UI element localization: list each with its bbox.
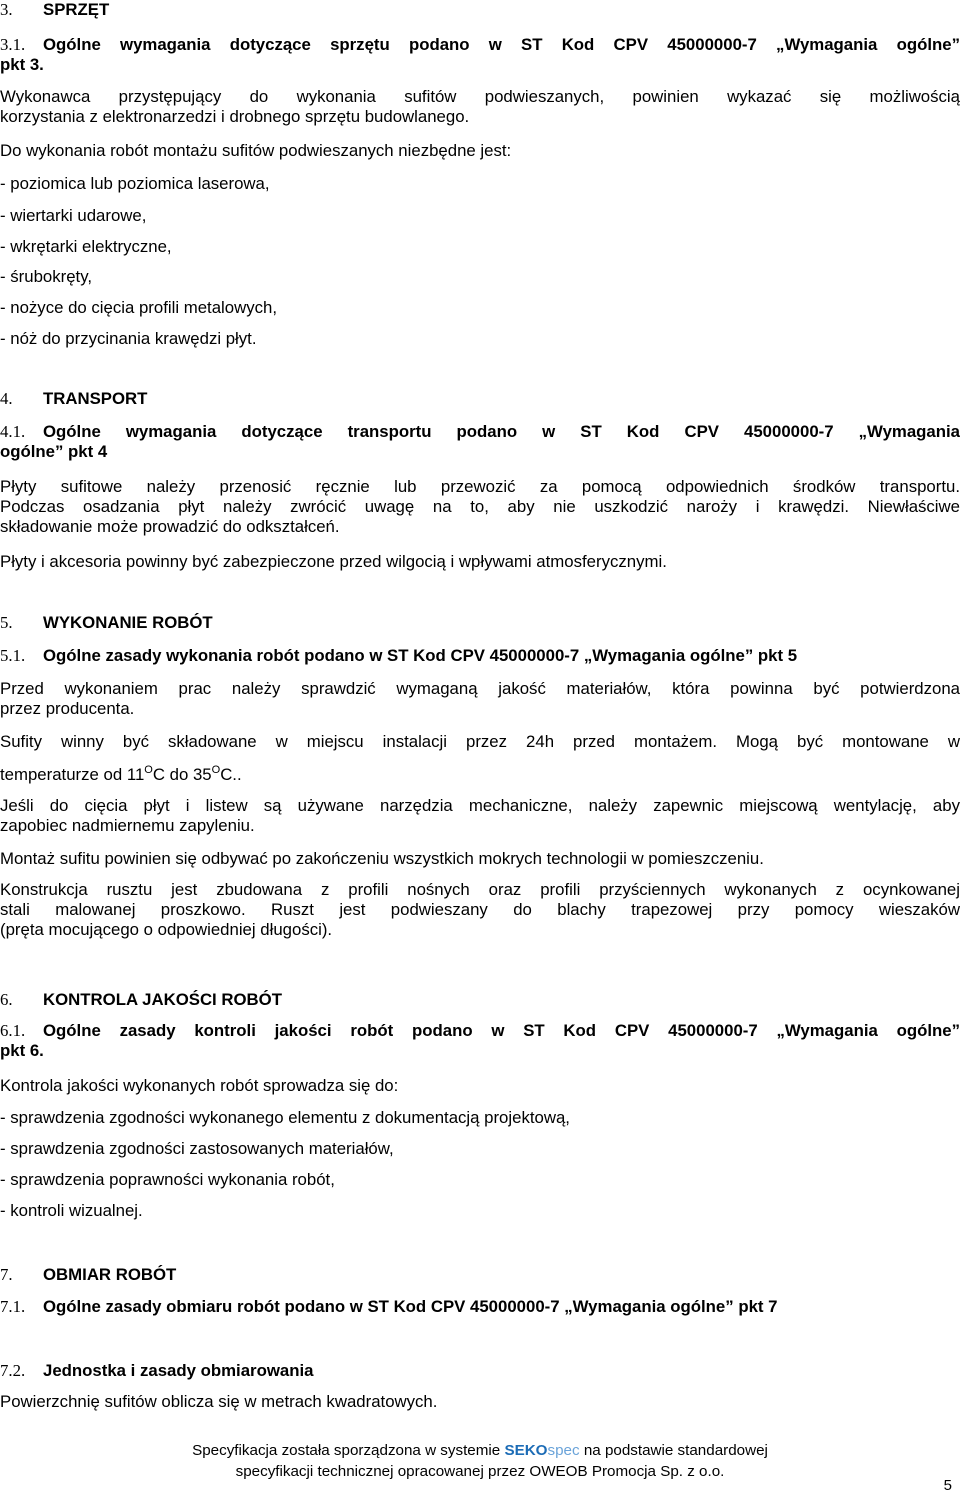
subsection-text-line-1: Ogólne zasady kontroli jakości robót podano w ST Kod CPV 45000000-7 „Wymagania ogólne” <box>43 1021 960 1040</box>
paragraph <box>0 87 960 127</box>
section-title: TRANSPORT <box>43 389 148 408</box>
paragraph: Powierzchnię sufitów oblicza się w metrach kwadratowych. <box>0 1392 438 1411</box>
subsection-number: 7.2. <box>0 1361 26 1380</box>
list-item: - sprawdzenia zgodności wykonanego elementu z dokumentacją projektową, <box>0 1108 570 1127</box>
logo-spec: spec <box>547 1442 580 1459</box>
section-5-heading <box>0 613 960 633</box>
paragraph <box>0 796 960 836</box>
paragraph-line <box>0 764 242 785</box>
subsection-7-1 <box>0 1297 960 1317</box>
logo-seko: SEKO <box>504 1442 548 1459</box>
paragraph-line: przez producenta. <box>0 699 135 718</box>
subsection-number: 7.1. <box>0 1297 26 1316</box>
subsection-text-line-2: pkt 3. <box>0 55 44 74</box>
section-title: WYKONANIE ROBÓT <box>43 613 213 632</box>
superscript: O <box>211 764 221 776</box>
paragraph: Montaż sufitu powinien się odbywać po zakończeniu wszystkich mokrych technologii w pomieszczeniu. <box>0 849 764 868</box>
subsection-text-line-2: ogólne” pkt 4 <box>0 442 108 461</box>
paragraph-line: Wykonawca przystępujący do wykonania sufitów podwieszanych, powinien wykazać się możliwością <box>0 87 960 106</box>
subsection-number: 5.1. <box>0 646 26 665</box>
subsection-number: 3.1. <box>0 35 26 54</box>
section-4-heading <box>0 389 960 409</box>
paragraph <box>0 880 960 940</box>
equipment-intro: Do wykonania robót montażu sufitów podwieszanych niezbędne jest: <box>0 141 512 160</box>
footer-line-2: specyfikacji technicznej opracowanej przez OWEOB Promocja Sp. z o.o. <box>235 1463 725 1480</box>
page-number: 5 <box>943 1477 952 1494</box>
paragraph-line: Konstrukcja rusztu jest zbudowana z profili nośnych oraz profili przyściennych wykonanych z ocynkowanej <box>0 880 960 899</box>
paragraph: Płyty i akcesoria powinny być zabezpieczone przed wilgocią i wpływami atmosferycznymi. <box>0 552 667 571</box>
section-title: OBMIAR ROBÓT <box>43 1265 177 1284</box>
list-item: - sprawdzenia poprawności wykonania robót, <box>0 1170 335 1189</box>
paragraph-line: korzystania z elektronarzedzi i drobnego sprzętu budowlanego. <box>0 107 470 126</box>
sekospec-logo <box>504 1442 579 1459</box>
list-item: - wkrętarki elektryczne, <box>0 237 172 256</box>
paragraph-line: stali malowanej proszkowo. Ruszt jest podwieszany do blachy trapezowej przy pomocy wieszaków <box>0 900 960 919</box>
section-number: 3. <box>0 0 13 19</box>
subsection-number: 4.1. <box>0 422 26 441</box>
footer-text: na podstawie standardowej <box>583 1442 768 1459</box>
paragraph <box>0 679 960 719</box>
list-item: - kontroli wizualnej. <box>0 1201 143 1220</box>
subsection-text: Ogólne zasady obmiaru robót podano w ST Kod CPV 45000000-7 „Wymagania ogólne” pkt 7 <box>43 1297 778 1316</box>
text-run: C.. <box>220 765 242 784</box>
section-number: 5. <box>0 613 13 632</box>
paragraph-line: Przed wykonaniem prac należy sprawdzić wymaganą jakość materiałów, która powinna być potwierdzona <box>0 679 960 698</box>
text-run: temperaturze od 11 <box>0 765 145 784</box>
list-item: - nóż do przycinania krawędzi płyt. <box>0 329 257 348</box>
paragraph-line: Płyty sufitowe należy przenosić ręcznie lub przewozić za pomocą odpowiednich środków transportu. <box>0 477 960 496</box>
section-title: SPRZĘT <box>43 0 110 19</box>
section-number: 6. <box>0 990 13 1009</box>
section-6-heading <box>0 990 960 1010</box>
section-number: 7. <box>0 1265 13 1284</box>
list-item: - wiertarki udarowe, <box>0 206 147 225</box>
subsection-7-2 <box>0 1361 960 1381</box>
paragraph-line: Jeśli do cięcia płyt i listew są używane narzędzia mechaniczne, należy zapewnic miejscową wentylację, aby <box>0 796 960 815</box>
subsection-text-line-1: Ogólne wymagania dotyczące transportu podano w ST Kod CPV 45000000-7 „Wymagania <box>43 422 960 441</box>
paragraph-line: składowanie może prowadzić do odkształceń. <box>0 517 340 536</box>
subsection-4-1 <box>0 422 960 462</box>
section-3-heading <box>0 0 960 20</box>
subsection-text: Jednostka i zasady obmiarowania <box>43 1361 314 1380</box>
paragraph-line: Podczas osadzania płyt należy zwrócić uwagę na to, aby nie uszkodzić naroży i krawędzi. Niewłaściwe <box>0 497 960 516</box>
text-run: C do 35 <box>152 765 212 784</box>
paragraph <box>0 477 960 537</box>
subsection-text-line-2: pkt 6. <box>0 1041 44 1060</box>
subsection-5-1 <box>0 646 960 666</box>
paragraph-temperature <box>0 732 960 785</box>
section-number: 4. <box>0 389 13 408</box>
section-7-heading <box>0 1265 960 1285</box>
footer-line-1 <box>0 1441 960 1461</box>
list-item: - śrubokręty, <box>0 267 93 286</box>
subsection-number: 6.1. <box>0 1021 26 1040</box>
footer-text: Specyfikacja została sporządzona w systemie <box>192 1442 501 1459</box>
subsection-6-1 <box>0 1021 960 1061</box>
quality-intro: Kontrola jakości wykonanych robót sprowadza się do: <box>0 1076 399 1095</box>
subsection-text-line-1: Ogólne wymagania dotyczące sprzętu podano w ST Kod CPV 45000000-7 „Wymagania ogólne” <box>43 35 960 54</box>
section-title: KONTROLA JAKOŚCI ROBÓT <box>43 990 282 1009</box>
list-item: - nożyce do cięcia profili metalowych, <box>0 298 278 317</box>
superscript: O <box>144 764 153 776</box>
list-item: - poziomica lub poziomica laserowa, <box>0 174 270 193</box>
paragraph-line: zapobiec nadmiernemu zapyleniu. <box>0 816 255 835</box>
subsection-text: Ogólne zasady wykonania robót podano w ST Kod CPV 45000000-7 „Wymagania ogólne” pkt 5 <box>43 646 798 665</box>
subsection-3-1 <box>0 35 960 75</box>
paragraph-line: (pręta mocującego o odpowiedniej długości). <box>0 920 333 939</box>
list-item: - sprawdzenia zgodności zastosowanych materiałów, <box>0 1139 394 1158</box>
paragraph-line: Sufity winny być składowane w miejscu instalacji przez 24h przed montażem. Mogą być montowane w <box>0 732 960 751</box>
